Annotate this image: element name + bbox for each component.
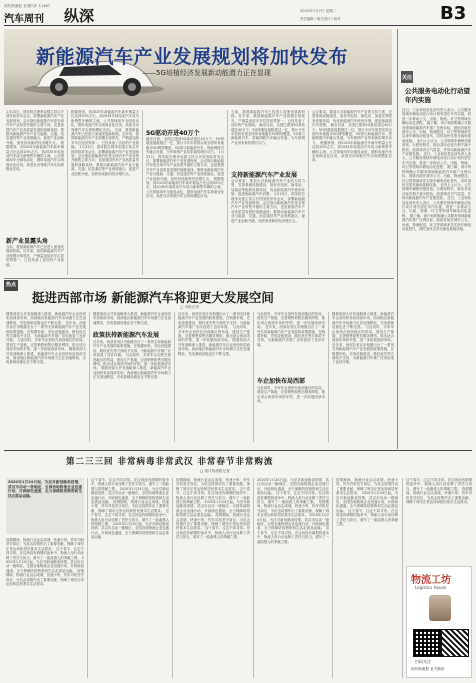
hot-para-1c: 随着西部大开发战略深入推进，新能源汽车企业纷纷布局西部市场，西部地区新能源汽车市场潜力正在加速释放，充电基础设施也在不断完善。 (93, 312, 171, 325)
divider (142, 110, 143, 275)
lead-para-5b: 会议要求，要加大对新能源汽车产业的支持力度，完善基础设施建设，加快充电桩、换电站、加氢站等配套设施布局，优化新能源汽车使用环境，促进新能源汽车消费。 (312, 110, 392, 128)
hot-col-5 (332, 312, 394, 442)
bottom-lead-text (8, 480, 82, 532)
hot-para-3f: 与此同时，多家车企加快在西部地区的布局，建设生产基地，完善销售和售后服务网络，推出适合西部市场的车型，进一步拓展西部市场。 (332, 325, 394, 343)
hot-col-1 (6, 312, 86, 442)
logo-text-en: Logistics House (415, 585, 447, 590)
divider (328, 312, 329, 442)
header-rule (4, 25, 472, 26)
bottom-para-2g: 疫情期间，物流行业众志成城，快递小哥、货车司机坚守岗位，为抗击疫情作出了重要贡献，保障了城市正常运转和居民基本生活需求。 (336, 478, 398, 496)
bottom-rule (4, 450, 472, 451)
sidebar-title: 公共服务电动化行动望年内实施 (405, 87, 470, 104)
divider (89, 312, 90, 442)
lead-col-2 (71, 110, 139, 275)
hot-para-3d: 与此同时，多家车企加快在西部地区的布局，建设生产基地，完善销售和售后服务网络，推出适合西部市场的车型，进一步拓展西部市场。 (257, 312, 325, 330)
hot-para-2: 近年来，西部各省区市相继出台了一系列支持新能源汽车产业发展的政策措施，在购置补贴、充电设施建设、路权优先等方面给予支持，为新能源汽车推广应用创造了良好环境。 (6, 320, 86, 343)
hot-title: 挺进西部市场 新能源汽车将迎更大发展空间 (32, 290, 274, 305)
hot-para-1b: 随着西部大开发战略深入推进，新能源汽车企业纷纷布局西部市场，西部地区新能源汽车市场潜力正在加速释放，充电基础设施也在不断完善。 (6, 347, 86, 365)
bottom-title: 第二三三回 非常病毒非常武汉 非常春节非常购流 (66, 457, 274, 467)
page-number: B3 (440, 3, 467, 24)
lead-subhead-3: 支持新能源汽车产业发展 (231, 172, 298, 179)
bottom-para-2h: 疫情期间，物流行业众志成城，快递小哥、货车司机坚守岗位，为抗击疫情作出了重要贡献，保障了城市正常运转和居民基本生活需求。 (406, 486, 472, 505)
lead-subhead-2: 5G驱动开进40万个 (146, 130, 200, 137)
divider (87, 478, 88, 678)
lead-col-1 (6, 110, 64, 230)
bottom-col-1 (6, 538, 84, 678)
bottom-lead-box (6, 478, 84, 534)
lead-subhead-1: 新产业显露头角 (6, 238, 49, 245)
hot-col-4 (257, 312, 325, 372)
logo-text: 物流工坊 (411, 575, 451, 586)
bottom-para-3i: 这个春节，注定不同寻常。在这场没有硝烟的战争中，物流人用行动诠释了责任与担当，谱写了一曲曲感人的奉献之歌。 (406, 478, 472, 491)
sidebar-body (402, 108, 471, 448)
lead-col-3 (146, 137, 224, 275)
issue-date: 2020年7月7日 星期二 (300, 9, 337, 13)
bottom-para-3e: 这个春节，注定不同寻常。在这场没有硝烟的战争中，物流人用行动诠释了责任与担当，谱写了一曲曲感人的奉献之歌。 (176, 526, 250, 540)
hot-col-2 (93, 312, 171, 326)
qr-code-icon[interactable] (413, 629, 441, 657)
qr-code-icon-2[interactable] (441, 629, 469, 657)
sidebar-para-2: 据了解，该计划将明确公共服务领域新能源汽车推广比例目标，鼓励各地在城市公交、出租、物流配送、环卫等领域率先实现车辆电动化替代，同时加快完善充换电基础设施。 (402, 121, 471, 143)
bottom-col-6 (406, 478, 472, 558)
bottom-col-3 (176, 478, 250, 678)
bottom-para-2: 疫情期间，物流行业众志成城，快递小哥、货车司机坚守岗位，为抗击疫情作出了重要贡献，保障了城市正常运转和居民基本生活需求。 (6, 538, 84, 551)
columnist-avatar (429, 595, 451, 621)
divider (332, 478, 333, 678)
lead-col-1b (6, 245, 64, 275)
hot-para-2c: 近年来，西部各省区市相继出台了一系列支持新能源汽车产业发展的政策措施，在购置补贴、充电设施建设、路权优先等方面给予支持，为新能源汽车推广应用创造了良好环境。 (178, 312, 250, 330)
bottom-para-3b: 这个春节，注定不同寻常。在这场没有硝烟的战争中，物流人用行动诠释了责任与担当，谱写了一曲曲感人的奉献之歌。 (91, 478, 169, 491)
lead-para-2d: 根据规划，到2025年新能源汽车新车销量占比达到20%左右，到2035年纯电动汽车成为新销售车辆的主流，公共领域用车全面电动化，燃料电池汽车实现商业化应用，高度自动驾驶汽车实现规模化应用。 (312, 140, 392, 163)
logo-box (406, 566, 472, 678)
sidebar-para-3: 业内人士认为，公共领域车辆使用强度高、行驶里程长，推动其电动化有利于减少排放、改善城市空气质量，并带动新能源汽车产业链发展。 (402, 138, 471, 157)
editors-line: 责任编辑 / 版式设计 / 校对 (300, 17, 341, 21)
lead-para-1d: 1月23日，国务院总理李克强主持召开国务院常务会议，部署新能源汽车产业发展规划，会议指出新能源汽车是全球汽车产业转型升级的主要方向，也是我国汽车产业高质量发展的战略选择，要推动新能源汽车产业与能源、交通、信息通信等产业深度融合，促进产业创新升级，加快形成新的经济增长点。 (231, 192, 305, 223)
lead-para-4b: 截至目前，全国已建成5G基站超过40万个，5G终端连接数超过一亿，预计今年年底将实现全国所有地级市5G网络覆盖，5G将与新能源汽车、智能网联汽车融合发展，为车联网产业带来新的增长动力。 (231, 123, 305, 145)
lead-para-2b: 根据规划，到2025年新能源汽车新车销量占比达到20%左右，到2035年纯电动汽车成为新销售车辆的主流，公共领域用车全面电动化，燃料电池汽车实现商业化应用，高度自动驾驶汽车实现规模化应用。 (71, 110, 139, 132)
divider (308, 110, 309, 275)
hot-col-2b (93, 340, 171, 442)
sidebar-para-1: 近日，工业和信息化部负责人表示，公共服务领域车辆电动化行动计划有望在年内实施，将进一步推动公交、出租、物流、环卫等领域车辆电动化进程。 (402, 108, 471, 126)
sidebar-para-1b: 近日，工业和信息化部负责人表示，公共服务领域车辆电动化行动计划有望在年内实施，将进一步推动公交、出租、物流、环卫等领域车辆电动化进程。 (402, 152, 471, 170)
lead-para-3: 当前，我国新能源汽车已经进入加速发展新阶段。近年来，我国新能源汽车产业规模全球领先，产销量连续多年位居世界第一，已经具备了良好的产业基础。 (6, 245, 64, 267)
sidebar-para-2b: 据了解，该计划将明确公共服务领域新能源汽车推广比例目标，鼓励各地在城市公交、出租、物流配送、环卫等领域率先实现车辆电动化替代，同时加快完善充换电基础设施。 (402, 165, 471, 187)
bottom-para-1h: 2020年1月24日起，为应对新冠肺炎疫情，武汉市启动一级响应，全国各地物流企业迅速行动，开辟绿色通道，全力保障防疫物资和生活必需品运输。 (336, 491, 398, 513)
divider (253, 478, 254, 678)
bottom-col-2 (91, 478, 169, 678)
bottom-para-3h: 这个春节，注定不同寻常。在这场没有硝烟的战争中，物流人用行动诠释了责任与担当，谱写了一曲曲感人的奉献之歌。 (336, 508, 398, 527)
divider (174, 312, 175, 442)
lead-col-4 (231, 110, 305, 165)
hot-para-3b: 与此同时，多家车企加快在西部地区的布局，建设生产基地，完善销售和售后服务网络，推出适合西部市场的车型，进一步拓展西部市场。 (93, 353, 171, 371)
sidebar-tag-label: 关注 (401, 75, 412, 81)
bottom-para-1f: 2020年1月24日起，为应对新冠肺炎疫情，武汉市启动一级响应，全国各地物流企业迅速行动，开辟绿色通道，全力保障防疫物资和生活必需品运输。 (257, 478, 329, 496)
bottom-para-2f: 疫情期间，物流行业众志成城，快递小哥、货车司机坚守岗位，为抗击疫情作出了重要贡献，保障了城市正常运转和居民基本生活需求。 (257, 500, 329, 518)
bottom-para-2d: 疫情期间，物流行业众志成城，快递小哥、货车司机坚守岗位，为抗击疫情作出了重要贡献，保障了城市正常运转和居民基本生活需求。 (176, 478, 250, 491)
bottom-col-4 (257, 478, 329, 678)
hot-tag (4, 280, 18, 291)
divider (402, 478, 403, 678)
bottom-para-3d: 这个春节，注定不同寻常。在这场没有硝烟的战争中，物流人用行动诠释了责任与担当，谱写了一曲曲感人的奉献之歌。 (176, 486, 250, 505)
lead-para-2c: 根据规划，到2025年新能源汽车新车销量占比达到20%左右，到2035年纯电动汽车成为新销售车辆的主流，公共领域用车全面电动化，燃料电池汽车实现商业化应用，高度自动驾驶汽车实现规模化应用。 (146, 176, 224, 199)
hot-para-1f: 随着西部大开发战略深入推进，新能源汽车企业纷纷布局西部市场，西部地区新能源汽车市场潜力正在加速释放，充电基础设施也在不断完善。 (332, 312, 394, 330)
lead-para-1b: 1月23日，国务院总理李克强主持召开国务院常务会议，部署新能源汽车产业发展规划，会议指出新能源汽车是全球汽车产业转型升级的主要方向，也是我国汽车产业高质量发展的战略选择，要推动新能源汽车产业与能源、交通、信息通信等产业深度融合，促进产业创新升级，加快形成新的经济增长点。 (71, 145, 139, 176)
bottom-para-2c: 疫情期间，物流行业众志成城，快递小哥、货车司机坚守岗位，为抗击疫情作出了重要贡献，保障了城市正常运转和居民基本生活需求。 (91, 500, 169, 513)
bottom-para-3: 这个春节，注定不同寻常。在这场没有硝烟的战争中，物流人用行动诠释了责任与担当，谱写了一曲曲感人的奉献之歌。 (6, 546, 84, 560)
bottom-para-3g: 这个春节，注定不同寻常。在这场没有硝烟的战争中，物流人用行动诠释了责任与担当，谱写了一曲曲感人的奉献之歌。 (257, 526, 329, 544)
hot-tag-label: 热点 (5, 282, 16, 288)
bottom-para-1b: 2020年1月24日起，为应对新冠肺炎疫情，武汉市启动一级响应，全国各地物流企业迅速行动，开辟绿色通道，全力保障防疫物资和生活必需品运输。 (6, 555, 84, 573)
bottom-para-1: 2020年1月24日起，为应对新冠肺炎疫情，武汉市启动一级响应，全国各地物流企业迅速行动，开辟绿色通道，全力保障防疫物资和生活必需品运输。 (8, 480, 82, 498)
section-rule (4, 278, 394, 279)
lead-title: 新能源汽车产业发展规划将加快发布 (36, 46, 349, 68)
sidebar-para-1c: 近日，工业和信息化部负责人表示，公共服务领域车辆电动化行动计划有望在年内实施，将进一步推动公交、出租、物流、环卫等领域车辆电动化进程。 (402, 196, 471, 218)
bottom-para-3c: 这个春节，注定不同寻常。在这场没有硝烟的战争中，物流人用行动诠释了责任与担当，谱写了一曲曲感人的奉献之歌。 (91, 508, 169, 527)
bottom-para-2e: 疫情期间，物流行业众志成城，快递小哥、货车司机坚守岗位，为抗击疫情作出了重要贡献，保障了城市正常运转和居民基本生活需求。 (176, 513, 250, 531)
lead-para-3b: 当前，我国新能源汽车已经进入加速发展新阶段。近年来，我国新能源汽车产业规模全球领先，产销量连续多年位居世界第一，已经具备了良好的产业基础。 (71, 127, 139, 150)
bottom-para-1e: 2020年1月24日起，为应对新冠肺炎疫情，武汉市启动一级响应，全国各地物流企业迅速行动，开辟绿色通道，全力保障防疫物资和生活必需品运输。 (176, 500, 250, 518)
hot-para-2d: 近年来，西部各省区市相继出台了一系列支持新能源汽车产业发展的政策措施，在购置补贴、充电设施建设、路权优先等方面给予支持，为新能源汽车推广应用创造了良好环境。 (257, 325, 325, 347)
bottom-para-1c: 2020年1月24日起，为应对新冠肺炎疫情，武汉市启动一级响应，全国各地物流企业迅速行动，开辟绿色通道，全力保障防疫物资和生活必需品运输。 (91, 486, 169, 505)
divider (172, 478, 173, 678)
bottom-byline: □ 现代物流报记者 (200, 469, 230, 473)
divider (253, 312, 254, 442)
hot-para-2b: 近年来，西部各省区市相继出台了一系列支持新能源汽车产业发展的政策措施，在购置补贴、充电设施建设、路权优先等方面给予支持，为新能源汽车推广应用创造了良好环境。 (93, 340, 171, 358)
logo-caption: 现代物流报 官方微信 (411, 667, 445, 671)
divider (227, 110, 228, 275)
sidebar-para-3b: 业内人士认为，公共领域车辆使用强度高、行驶里程长，推动其电动化有利于减少排放、改善城市空气质量，并带动新能源汽车产业链发展。 (402, 182, 471, 201)
hot-subhead-1: 政策扶持新能源汽车发展 (93, 332, 160, 339)
hot-para-1: 随着西部大开发战略深入推进，新能源汽车企业纷纷布局西部市场，西部地区新能源汽车市场潜力正在加速释放，充电基础设施也在不断完善。 (6, 312, 86, 325)
lead-para-3c: 当前，我国新能源汽车已经进入加速发展新阶段。近年来，我国新能源汽车产业规模全球领先，产销量连续多年位居世界第一，已经具备了良好的产业基础。 (231, 110, 305, 128)
hot-para-1d: 随着西部大开发战略深入推进，新能源汽车企业纷纷布局西部市场，西部地区新能源汽车市场潜力正在加速释放，充电基础设施也在不断完善。 (93, 366, 171, 380)
hot-para-3c: 与此同时，多家车企加快在西部地区的布局，建设生产基地，完善销售和售后服务网络，推出适合西部市场的车型，进一步拓展西部市场。 (178, 325, 250, 343)
hot-subhead-2: 车企加快布局西部 (257, 378, 306, 385)
bottom-para-3f: 这个春节，注定不同寻常。在这场没有硝烟的战争中，物流人用行动诠释了责任与担当，谱写了一曲曲感人的奉献之歌。 (257, 491, 329, 505)
paper-line: 现代物流报 长城汽车 11467 (4, 4, 51, 8)
column-name: 纵深 (64, 7, 95, 25)
divider (67, 110, 68, 275)
bottom-para-1g: 2020年1月24日起，为应对新冠肺炎疫情，武汉市启动一级响应，全国各地物流企业迅速行动，开辟绿色通道，全力保障防疫物资和生活必需品运输。 (257, 513, 329, 531)
sidebar-tag (401, 71, 413, 83)
lead-para-1c: 1月23日，国务院总理李克强主持召开国务院常务会议，部署新能源汽车产业发展规划，会议指出新能源汽车是全球汽车产业转型升级的主要方向，也是我国汽车产业高质量发展的战略选择，要推动新能源汽车产业与能源、交通、信息通信等产业深度融合，促进产业创新升级，加快形成新的经济增长点。 (146, 150, 224, 181)
bottom-para-1d: 2020年1月24日起，为应对新冠肺炎疫情，武汉市启动一级响应，全国各地物流企业迅速行动，开辟绿色通道，全力保障防疫物资和生活必需品运输。 (91, 522, 169, 540)
hot-para-2e: 近年来，西部各省区市相继出台了一系列支持新能源汽车产业发展的政策措施，在购置补贴、充电设施建设、路权优先等方面给予支持，为新能源汽车推广应用创造了良好环境。 (332, 342, 394, 365)
sidebar-para-2c: 据了解，该计划将明确公共服务领域新能源汽车推广比例目标，鼓励各地在城市公交、出租、物流配送、环卫等领域率先实现车辆电动化替代，同时加快完善充换电基础设施。 (402, 213, 471, 231)
hot-col-4b (257, 386, 325, 442)
lead-para-5: 会议要求，要加大对新能源汽车产业的支持力度，完善基础设施建设，加快充电桩、换电站、加氢站等配套设施布局，优化新能源汽车使用环境，促进新能源汽车消费。 (231, 179, 305, 197)
lead-para-4: 截至目前，全国已建成5G基站超过40万个，5G终端连接数超过一亿，预计今年年底将实现全国所有地级市5G网络覆盖，5G将与新能源汽车、智能网联汽车融合发展，为车联网产业带来新的增长动力。 (146, 137, 224, 155)
hot-col-3 (178, 312, 250, 442)
lead-subtitle: ——5G培植经济发展新动能潜力正在显现 (142, 69, 271, 77)
bottom-para-2b: 疫情期间，物流行业众志成城，快递小哥、货车司机坚守岗位，为抗击疫情作出了重要贡献，保障了城市正常运转和居民基本生活需求。 (6, 568, 84, 587)
sidebar-divider (397, 29, 398, 449)
lead-para-4c: 截至目前，全国已建成5G基站超过40万个，5G终端连接数超过一亿，预计今年年底将实现全国所有地级市5G网络覆盖，5G将与新能源汽车、智能网联汽车融合发展，为车联网产业带来新的增长动力。 (312, 123, 392, 145)
lead-para-1: 1月23日，国务院总理李克强主持召开国务院常务会议，部署新能源汽车产业发展规划，会议指出新能源汽车是全球汽车产业转型升级的主要方向，也是我国汽车产业高质量发展的战略选择，要推动新能源汽车产业与能源、交通、信息通信等产业深度融合，促进产业创新升级，加快形成新的经济增长点。 (6, 110, 64, 145)
lead-col-5 (312, 110, 392, 275)
hot-para-3e: 与此同时，多家车企加快在西部地区的布局，建设生产基地，完善销售和售后服务网络，推出适合西部市场的车型，进一步拓展西部市场。 (257, 386, 325, 404)
hot-byline: □ 本报记者 (180, 305, 199, 309)
qr-label: 扫码关注 (415, 659, 431, 664)
bottom-col-5 (336, 478, 398, 678)
hot-para-1e: 随着西部大开发战略深入推进，新能源汽车企业纷纷布局西部市场，西部地区新能源汽车市场潜力正在加速释放，充电基础设施也在不断完善。 (178, 338, 250, 356)
section-name: 汽车周刊 (4, 14, 44, 25)
hot-para-3: 与此同时，多家车企加快在西部地区的布局，建设生产基地，完善销售和售后服务网络，推出适合西部市场的车型，进一步拓展西部市场。 (6, 338, 86, 352)
lead-para-2: 根据规划，到2025年新能源汽车新车销量占比达到20%左右，到2035年纯电动汽车成为新销售车辆的主流，公共领域用车全面电动化，燃料电池汽车实现商业化应用，高度自动驾驶汽车实现规模化应用。 (6, 140, 64, 172)
lead-col-4b (231, 179, 305, 275)
